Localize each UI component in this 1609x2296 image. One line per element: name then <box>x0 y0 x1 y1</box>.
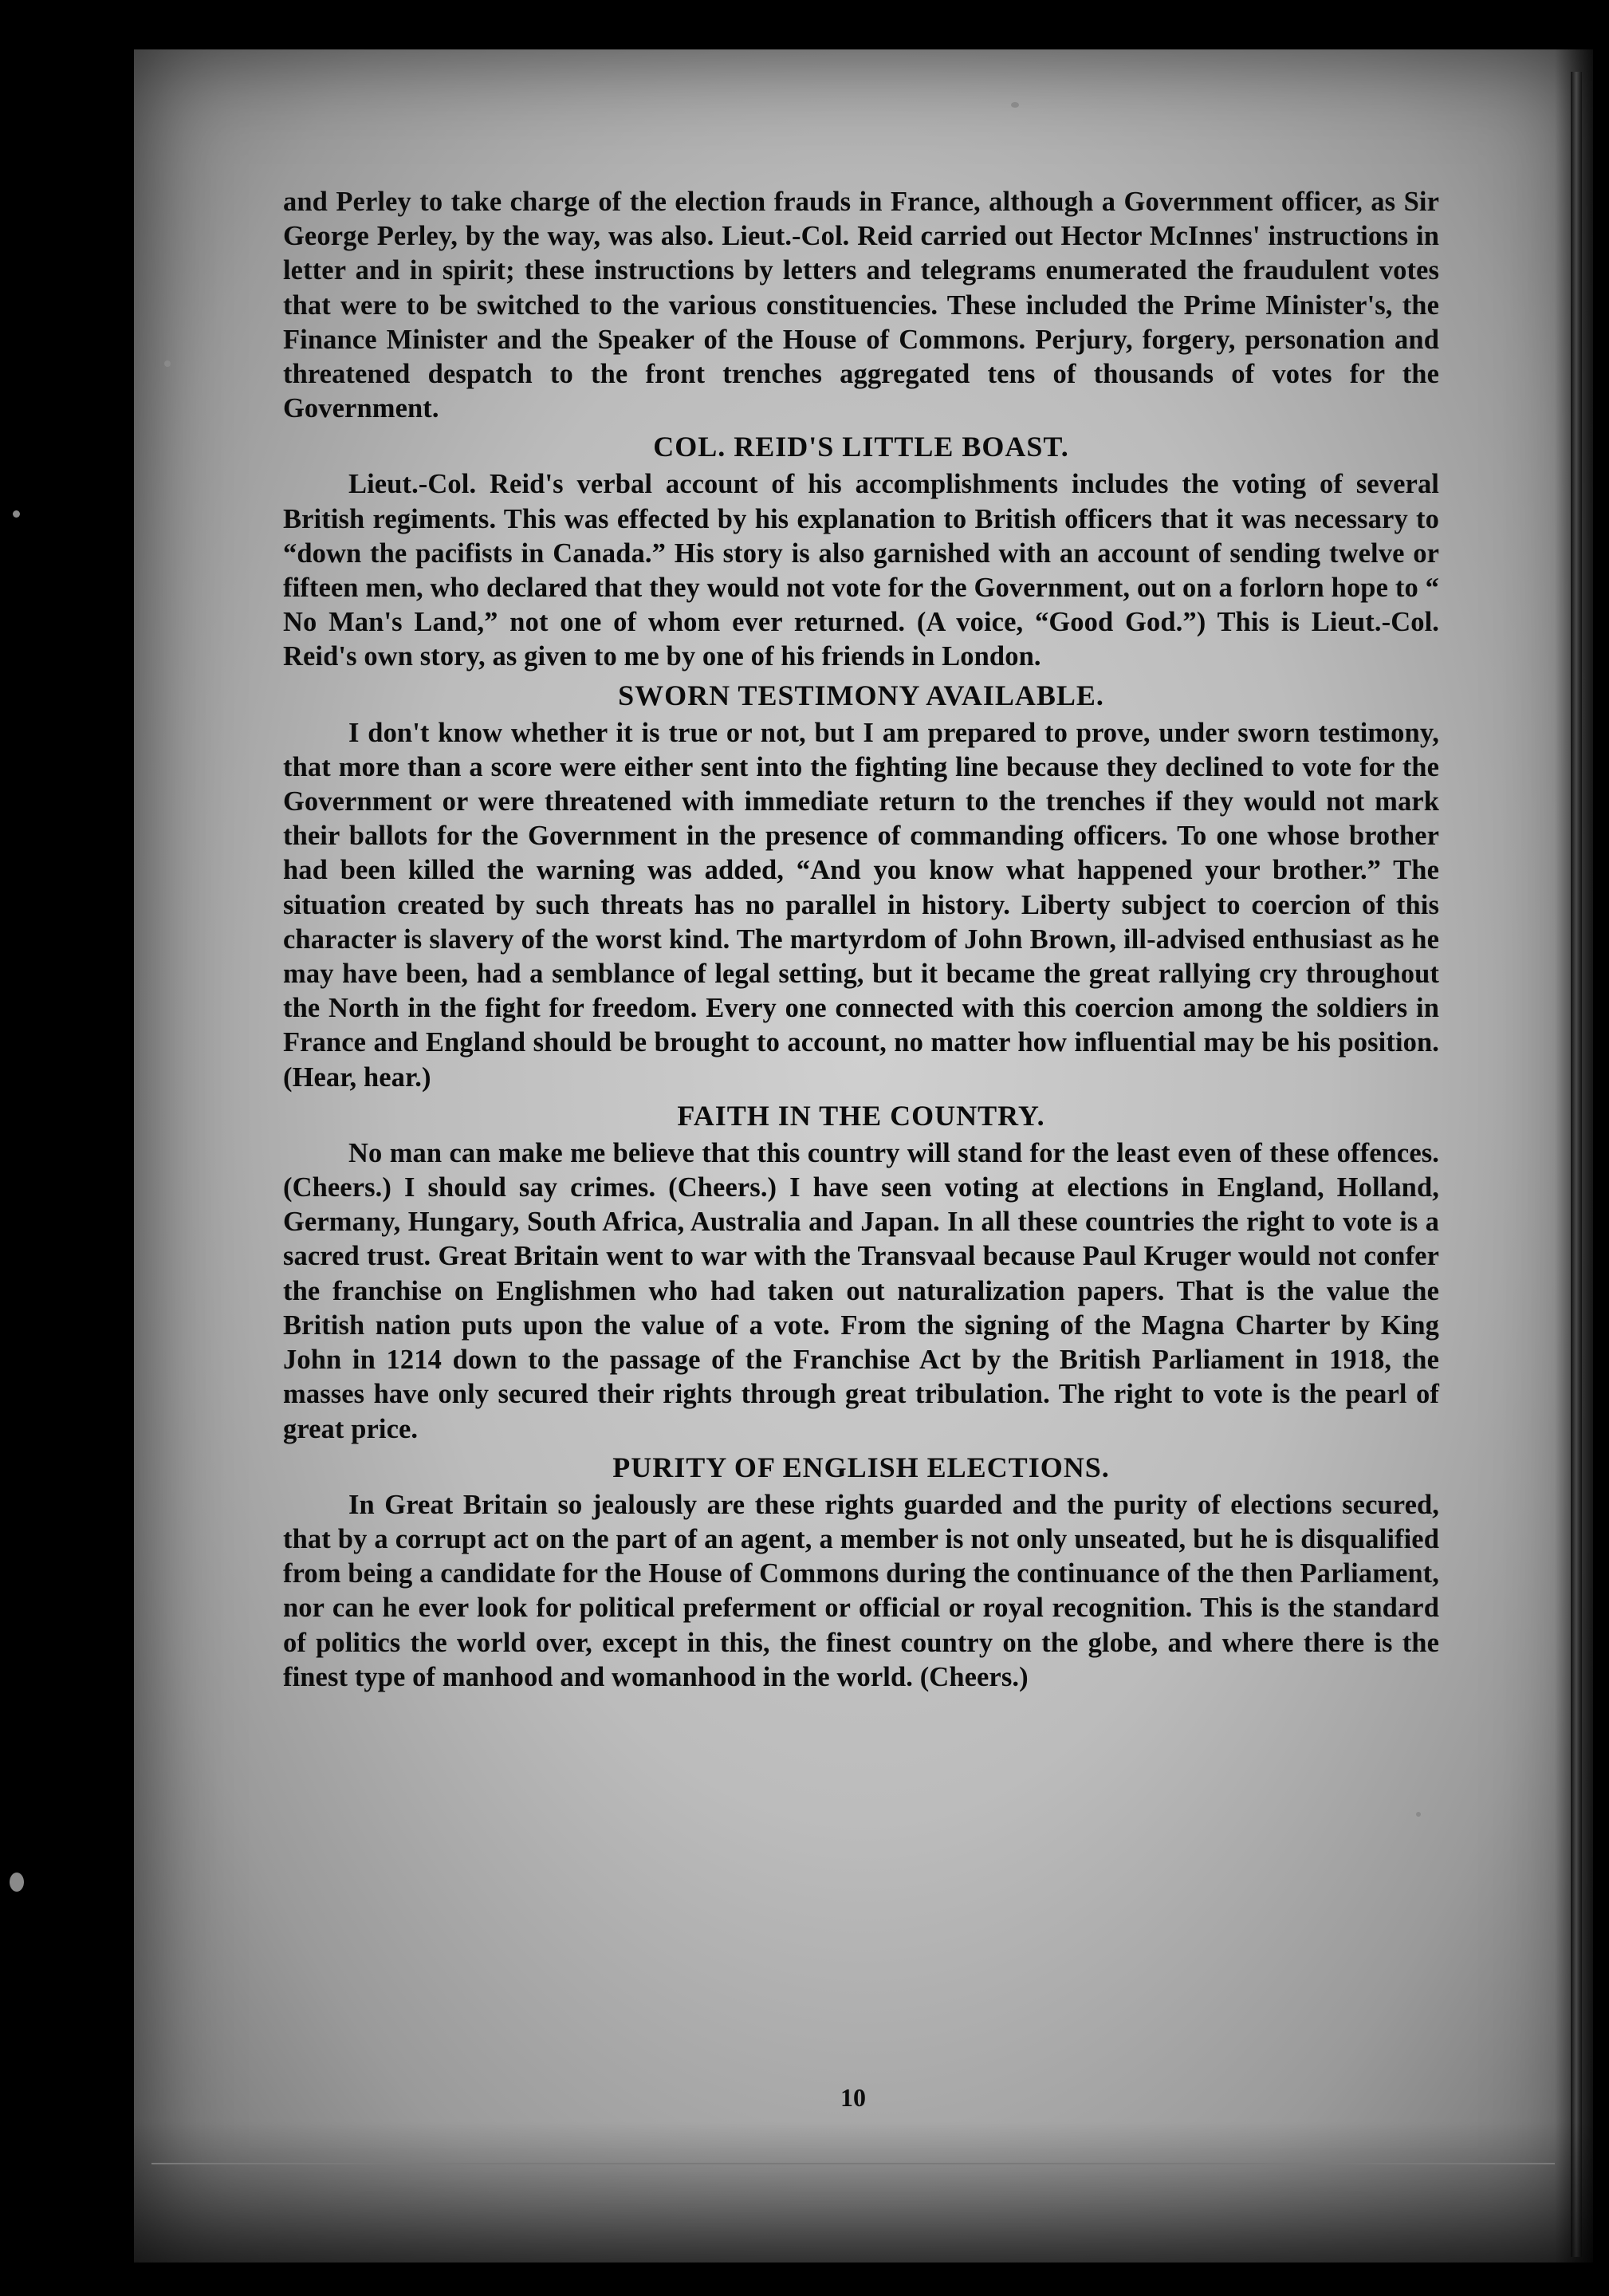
dust-speck <box>164 360 171 367</box>
section-heading: COL. REID'S LITTLE BOAST. <box>653 431 1069 463</box>
section-heading: SWORN TESTIMONY AVAILABLE. <box>618 679 1104 711</box>
page-edge <box>1571 72 1582 2257</box>
page-number: 10 <box>840 2083 866 2112</box>
dust-speck <box>1416 1812 1421 1817</box>
body-paragraph: Lieut.-Col. Reid's verbal account of his accomplishments includes the voting of several British regiments. This was effected by his explanation to British officers that it was necessary to “down the pacifists in Canada.” His story is also garnished with an account of sending twelve or fifteen men, who declared that they would not vote for the Government, out on a forlorn hope to “ No Man's Land,” not one of whom ever returned. (A voice, “Good God.”) This is Lieut.-Col. Reid's own story, as given to me by one of his friends in London. <box>283 469 1439 672</box>
body-paragraph: In Great Britain so jealously are these rights guarded and the purity of elections secured, that by a corrupt act on the part of an agent, a member is not only unseated, but he is disqualified from being a candidate for the House of Commons during the continuance of the then Parliament, nor can he ever look for political preferment or official or royal recognition. This is the standard of politics the world over, except in this, the finest country on the globe, and where there is the finest type of manhood and womanhood in the world. (Cheers.) <box>283 1489 1439 1692</box>
section-heading: FAITH IN THE COUNTRY. <box>677 1099 1045 1132</box>
article-body <box>283 185 1439 1695</box>
dust-speck <box>10 1873 24 1892</box>
bottom-rule <box>151 2163 1555 2164</box>
body-paragraph: and Perley to take charge of the election frauds in France, although a Government officer, as Sir George Perley, by the way, was also. Lieut.-Col. Reid carried out Hector McInnes' instructions in letter and in spirit; these instructions by letters and telegrams enumerated the fraudulent votes that were to be switched to the various constituencies. These included the Prime Minister's, the Finance Minister and the Speaker of the House of Commons. Perjury, forgery, personation and threatened despatch to the front trenches aggregated tens of thousands of votes for the Government. <box>283 187 1439 424</box>
bottom-shadow <box>134 2121 1593 2263</box>
body-paragraph: No man can make me believe that this country will stand for the least even of these offences. (Cheers.) I should say crimes. (Cheers.) I have seen voting at elections in England, Holland, Germany, Hungary, South Africa, Australia and Japan. In all these countries the right to vote is a sacred trust. Great Britain went to war with the Transvaal because Paul Kruger would not confer the franchise on Englishmen who had taken out naturalization papers. That is the value the British nation puts upon the value of a vote. From the signing of the Magna Charter by King John in 1214 down to the passage of the Franchise Act by the British Parliament in 1918, the masses have only secured their rights through great tribulation. The right to vote is the pearl of great price. <box>283 1137 1439 1444</box>
body-paragraph: I don't know whether it is true or not, but I am prepared to prove, under sworn testimony, that more than a score were either sent into the fighting line because they declined to vote for the Government or were threatened with immediate return to the trenches if they would not mark their ballots for the Government in the presence of commanding officers. To one whose brother had been killed the warning was added, “And you know what happened your brother.” The situation created by such threats has no parallel in history. Liberty subject to coercion of this character is slavery of the worst kind. The martyrdom of John Brown, ill-advised enthusiast as he may have been, had a semblance of legal setting, but it became the great rallying cry throughout the North in the fight for freedom. Every one connected with this coercion among the soldiers in France and England should be brought to account, no matter how influential may be his position. (Hear, hear.) <box>283 717 1439 1093</box>
dust-speck <box>13 510 20 518</box>
section-heading: PURITY OF ENGLISH ELECTIONS. <box>612 1451 1110 1483</box>
dust-speck <box>1011 102 1019 108</box>
